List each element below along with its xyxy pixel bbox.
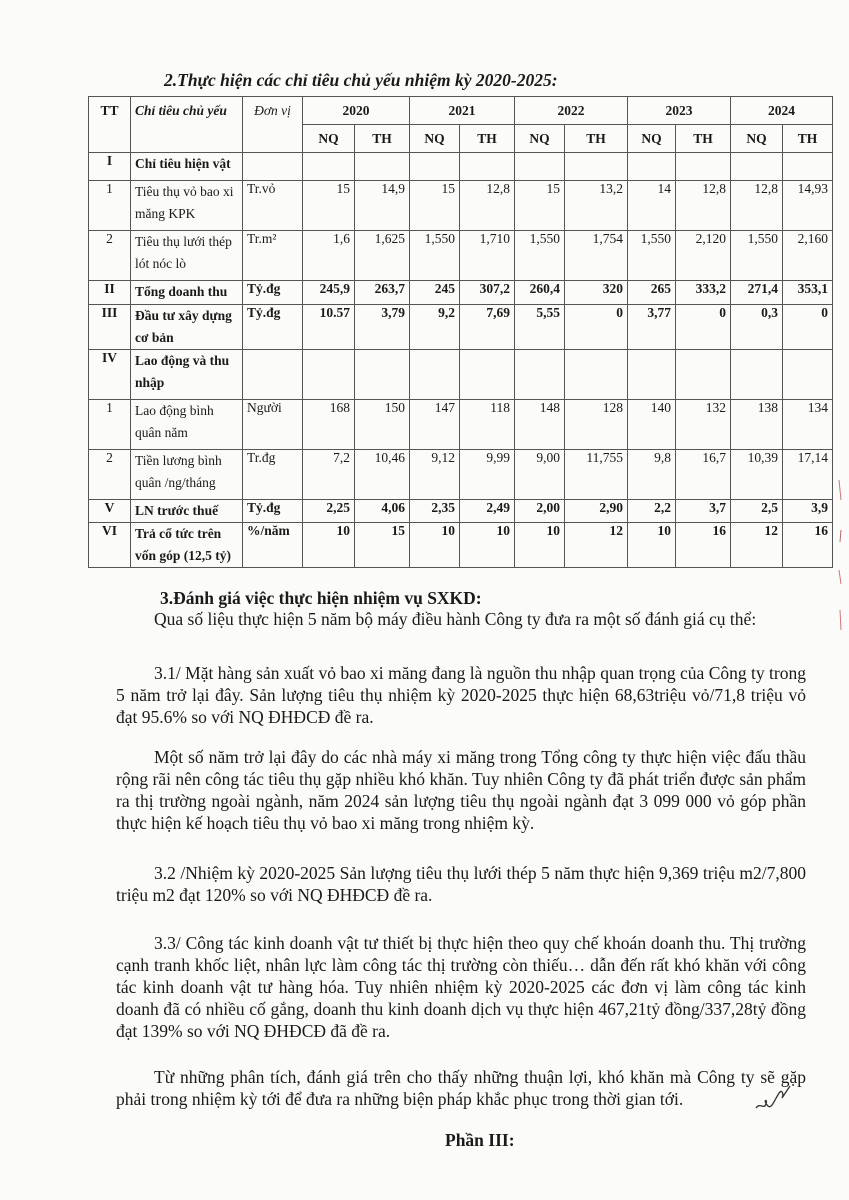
value-cell: 4,06 bbox=[355, 500, 410, 523]
value-cell bbox=[676, 153, 731, 181]
value-cell: 128 bbox=[565, 400, 628, 450]
value-cell bbox=[565, 153, 628, 181]
section-heading-2: 2.Thực hiện các chỉ tiêu chủ yếu nhiệm kỳ 2020-2025: bbox=[164, 70, 558, 90]
value-cell: 1,625 bbox=[355, 231, 410, 281]
value-cell: 353,1 bbox=[783, 281, 833, 305]
value-cell: 15 bbox=[303, 181, 355, 231]
value-cell: 15 bbox=[515, 181, 565, 231]
value-cell: 1,710 bbox=[460, 231, 515, 281]
header-nq: NQ bbox=[410, 125, 460, 153]
value-cell: 14,93 bbox=[783, 181, 833, 231]
value-cell bbox=[783, 350, 833, 400]
row-number: VI bbox=[89, 523, 131, 568]
value-cell: 1,550 bbox=[628, 231, 676, 281]
table-row bbox=[89, 523, 833, 568]
value-cell: 0 bbox=[565, 305, 628, 350]
header-nq: NQ bbox=[303, 125, 355, 153]
value-cell: 2,2 bbox=[628, 500, 676, 523]
value-cell: 12,8 bbox=[731, 181, 783, 231]
value-cell: 9,12 bbox=[410, 450, 460, 500]
value-cell: 5,55 bbox=[515, 305, 565, 350]
row-number: I bbox=[89, 153, 131, 181]
value-cell bbox=[303, 153, 355, 181]
value-cell: 1,550 bbox=[410, 231, 460, 281]
value-cell bbox=[565, 350, 628, 400]
unit-cell: Tỷ.đg bbox=[243, 281, 303, 305]
value-cell bbox=[303, 350, 355, 400]
indicator-name: Tổng doanh thu bbox=[131, 281, 243, 305]
value-cell: 10 bbox=[460, 523, 515, 568]
part-3-title: Phần III: bbox=[445, 1130, 515, 1150]
indicator-name: LN trước thuế bbox=[131, 500, 243, 523]
indicator-name: Trả cổ tức trên vốn góp (12,5 tỷ) bbox=[131, 523, 243, 568]
value-cell: 16 bbox=[783, 523, 833, 568]
header-year-2023: 2023 bbox=[628, 97, 731, 125]
value-cell: 17,14 bbox=[783, 450, 833, 500]
value-cell: 132 bbox=[676, 400, 731, 450]
value-cell: 2,160 bbox=[783, 231, 833, 281]
paragraph-3-3: 3.3/ Công tác kinh doanh vật tư thiết bị thực hiện theo quy chế khoán doanh thu. Thị trường cạnh tranh khốc liệt, nhân lực làm công tác thị trường còn thiếu… dẫn đến rất khó khăn với công tác kinh doanh vật tư hàng hóa. Tuy nhiên nhiệm kỳ 2020-2025 các đơn vị làm công tác kinh doanh đã có nhiều cố gắng, doanh thu kinh doanh dịch vụ thực hiện 467,21tỷ đồng/337,28tỷ đồng đạt 139% so với NQ ĐHĐCĐ đã đề ra. bbox=[116, 933, 806, 1041]
header-tt: TT bbox=[89, 97, 131, 153]
section-3-title: 3.Đánh giá việc thực hiện nhiệm vụ SXKD: bbox=[160, 588, 482, 608]
header-indicator: Chỉ tiêu chủ yếu bbox=[131, 97, 243, 153]
value-cell: 134 bbox=[783, 400, 833, 450]
value-cell: 263,7 bbox=[355, 281, 410, 305]
value-cell: 307,2 bbox=[460, 281, 515, 305]
value-cell: 2,90 bbox=[565, 500, 628, 523]
header-year-2022: 2022 bbox=[515, 97, 628, 125]
header-th: TH bbox=[676, 125, 731, 153]
value-cell: 140 bbox=[628, 400, 676, 450]
value-cell: 16,7 bbox=[676, 450, 731, 500]
value-cell: 10 bbox=[410, 523, 460, 568]
indicator-name: Tiêu thụ lưới thép lót nóc lò bbox=[131, 231, 243, 281]
row-number: 1 bbox=[89, 181, 131, 231]
unit-cell bbox=[243, 153, 303, 181]
value-cell: 150 bbox=[355, 400, 410, 450]
value-cell: 9,8 bbox=[628, 450, 676, 500]
value-cell bbox=[515, 350, 565, 400]
scan-edge-marks bbox=[833, 480, 847, 640]
value-cell: 260,4 bbox=[515, 281, 565, 305]
value-cell: 2,35 bbox=[410, 500, 460, 523]
indicator-name: Lao động và thu nhập bbox=[131, 350, 243, 400]
indicator-name: Tiền lương bình quân /ng/tháng bbox=[131, 450, 243, 500]
value-cell: 147 bbox=[410, 400, 460, 450]
unit-cell: Tr.m² bbox=[243, 231, 303, 281]
value-cell: 168 bbox=[303, 400, 355, 450]
value-cell: 7,2 bbox=[303, 450, 355, 500]
indicator-name: Tiêu thụ vỏ bao xi măng KPK bbox=[131, 181, 243, 231]
indicator-name: Chỉ tiêu hiện vật bbox=[131, 153, 243, 181]
value-cell bbox=[731, 153, 783, 181]
value-cell: 320 bbox=[565, 281, 628, 305]
header-year-2021: 2021 bbox=[410, 97, 515, 125]
value-cell: 2,5 bbox=[731, 500, 783, 523]
table-row bbox=[89, 305, 833, 350]
value-cell: 15 bbox=[410, 181, 460, 231]
row-number: 1 bbox=[89, 400, 131, 450]
value-cell: 271,4 bbox=[731, 281, 783, 305]
header-unit: Đơn vị bbox=[243, 97, 303, 153]
table-row bbox=[89, 400, 833, 450]
header-year-2020: 2020 bbox=[303, 97, 410, 125]
value-cell: 138 bbox=[731, 400, 783, 450]
value-cell: 0,3 bbox=[731, 305, 783, 350]
value-cell bbox=[460, 350, 515, 400]
value-cell: 12,8 bbox=[676, 181, 731, 231]
value-cell: 12 bbox=[731, 523, 783, 568]
value-cell: 12 bbox=[565, 523, 628, 568]
table-row bbox=[89, 153, 833, 181]
value-cell: 13,2 bbox=[565, 181, 628, 231]
value-cell: 16 bbox=[676, 523, 731, 568]
value-cell bbox=[355, 153, 410, 181]
value-cell: 3,77 bbox=[628, 305, 676, 350]
indicator-name: Lao động bình quân năm bbox=[131, 400, 243, 450]
paragraph-3-1-detail: Một số năm trở lại đây do các nhà máy xi măng trong Tổng công ty thực hiện việc đấu thầu rộng rãi nên công tác tiêu thụ gặp nhiều khó khăn. Tuy nhiên Công ty đã phát triển được sản phẩm ra thị trường ngoài ngành, năm 2024 sản lượng tiêu thụ ngoài ngành đạt 3 099 000 vỏ góp phần thực hiện kế hoạch tiêu thụ vỏ bao xi măng trong nhiệm kỳ. bbox=[116, 747, 806, 833]
value-cell: 118 bbox=[460, 400, 515, 450]
value-cell: 2,120 bbox=[676, 231, 731, 281]
value-cell: 265 bbox=[628, 281, 676, 305]
value-cell: 10 bbox=[515, 523, 565, 568]
value-cell: 9,99 bbox=[460, 450, 515, 500]
indicator-name: Đầu tư xây dựng cơ bản bbox=[131, 305, 243, 350]
value-cell: 7,69 bbox=[460, 305, 515, 350]
value-cell bbox=[355, 350, 410, 400]
indicators-table bbox=[88, 96, 833, 568]
value-cell: 245,9 bbox=[303, 281, 355, 305]
value-cell: 9,00 bbox=[515, 450, 565, 500]
header-th: TH bbox=[565, 125, 628, 153]
value-cell: 1,754 bbox=[565, 231, 628, 281]
header-th: TH bbox=[783, 125, 833, 153]
value-cell: 10,46 bbox=[355, 450, 410, 500]
paragraph-conclusion: Từ những phân tích, đánh giá trên cho thấy những thuận lợi, khó khăn mà Công ty sẽ gặp phải trong nhiệm kỳ tới để đưa ra những biện pháp khắc phục trong thời gian tới. bbox=[116, 1067, 806, 1109]
value-cell bbox=[460, 153, 515, 181]
table-row bbox=[89, 231, 833, 281]
value-cell bbox=[628, 350, 676, 400]
row-number: 2 bbox=[89, 231, 131, 281]
unit-cell: Tr.đg bbox=[243, 450, 303, 500]
header-year-2024: 2024 bbox=[731, 97, 833, 125]
row-number: III bbox=[89, 305, 131, 350]
value-cell bbox=[628, 153, 676, 181]
row-number: 2 bbox=[89, 450, 131, 500]
value-cell: 148 bbox=[515, 400, 565, 450]
header-nq: NQ bbox=[731, 125, 783, 153]
value-cell: 2,00 bbox=[515, 500, 565, 523]
row-number: IV bbox=[89, 350, 131, 400]
value-cell: 2,49 bbox=[460, 500, 515, 523]
header-th: TH bbox=[355, 125, 410, 153]
value-cell: 1,6 bbox=[303, 231, 355, 281]
value-cell bbox=[676, 350, 731, 400]
unit-cell: Tr.vỏ bbox=[243, 181, 303, 231]
header-nq: NQ bbox=[628, 125, 676, 153]
unit-cell: Người bbox=[243, 400, 303, 450]
value-cell: 10 bbox=[303, 523, 355, 568]
value-cell bbox=[731, 350, 783, 400]
value-cell: 245 bbox=[410, 281, 460, 305]
value-cell: 14,9 bbox=[355, 181, 410, 231]
value-cell: 1,550 bbox=[731, 231, 783, 281]
table-row bbox=[89, 350, 833, 400]
value-cell: 1,550 bbox=[515, 231, 565, 281]
table-row bbox=[89, 450, 833, 500]
table-row bbox=[89, 181, 833, 231]
unit-cell: Tỷ.đg bbox=[243, 500, 303, 523]
paragraph-3-1: 3.1/ Mặt hàng sản xuất vỏ bao xi măng đang là nguồn thu nhập quan trọng của Công ty trong 5 năm trở lại đây. Sản lượng tiêu thụ nhiệm kỳ 2020-2025 thực hiện 68,63triệu vỏ/71,8 triệu vỏ đạt 95.6% so với NQ ĐHĐCĐ đề ra. bbox=[116, 663, 806, 727]
value-cell bbox=[515, 153, 565, 181]
value-cell bbox=[410, 350, 460, 400]
paragraph-3-2: 3.2 /Nhiệm kỳ 2020-2025 Sản lượng tiêu thụ lưới thép 5 năm thực hiện 9,369 triệu m2/7,800 triệu m2 đạt 120% so với NQ ĐHĐCĐ đề ra. bbox=[116, 863, 806, 905]
value-cell: 333,2 bbox=[676, 281, 731, 305]
header-nq: NQ bbox=[515, 125, 565, 153]
value-cell: 11,755 bbox=[565, 450, 628, 500]
value-cell bbox=[783, 153, 833, 181]
value-cell: 0 bbox=[676, 305, 731, 350]
value-cell: 12,8 bbox=[460, 181, 515, 231]
value-cell: 15 bbox=[355, 523, 410, 568]
unit-cell: Tỷ.đg bbox=[243, 305, 303, 350]
value-cell: 0 bbox=[783, 305, 833, 350]
value-cell: 10,39 bbox=[731, 450, 783, 500]
row-number: II bbox=[89, 281, 131, 305]
value-cell bbox=[410, 153, 460, 181]
value-cell: 2,25 bbox=[303, 500, 355, 523]
value-cell: 3,9 bbox=[783, 500, 833, 523]
unit-cell: %/năm bbox=[243, 523, 303, 568]
value-cell: 3,79 bbox=[355, 305, 410, 350]
unit-cell bbox=[243, 350, 303, 400]
initials-signature bbox=[754, 1084, 794, 1114]
paragraph-intro: Qua số liệu thực hiện 5 năm bộ máy điều hành Công ty đưa ra một số đánh giá cụ thể: bbox=[154, 609, 757, 629]
value-cell: 10.57 bbox=[303, 305, 355, 350]
value-cell: 10 bbox=[628, 523, 676, 568]
value-cell: 9,2 bbox=[410, 305, 460, 350]
table-row bbox=[89, 281, 833, 305]
value-cell: 14 bbox=[628, 181, 676, 231]
table-row bbox=[89, 500, 833, 523]
row-number: V bbox=[89, 500, 131, 523]
header-th: TH bbox=[460, 125, 515, 153]
value-cell: 3,7 bbox=[676, 500, 731, 523]
